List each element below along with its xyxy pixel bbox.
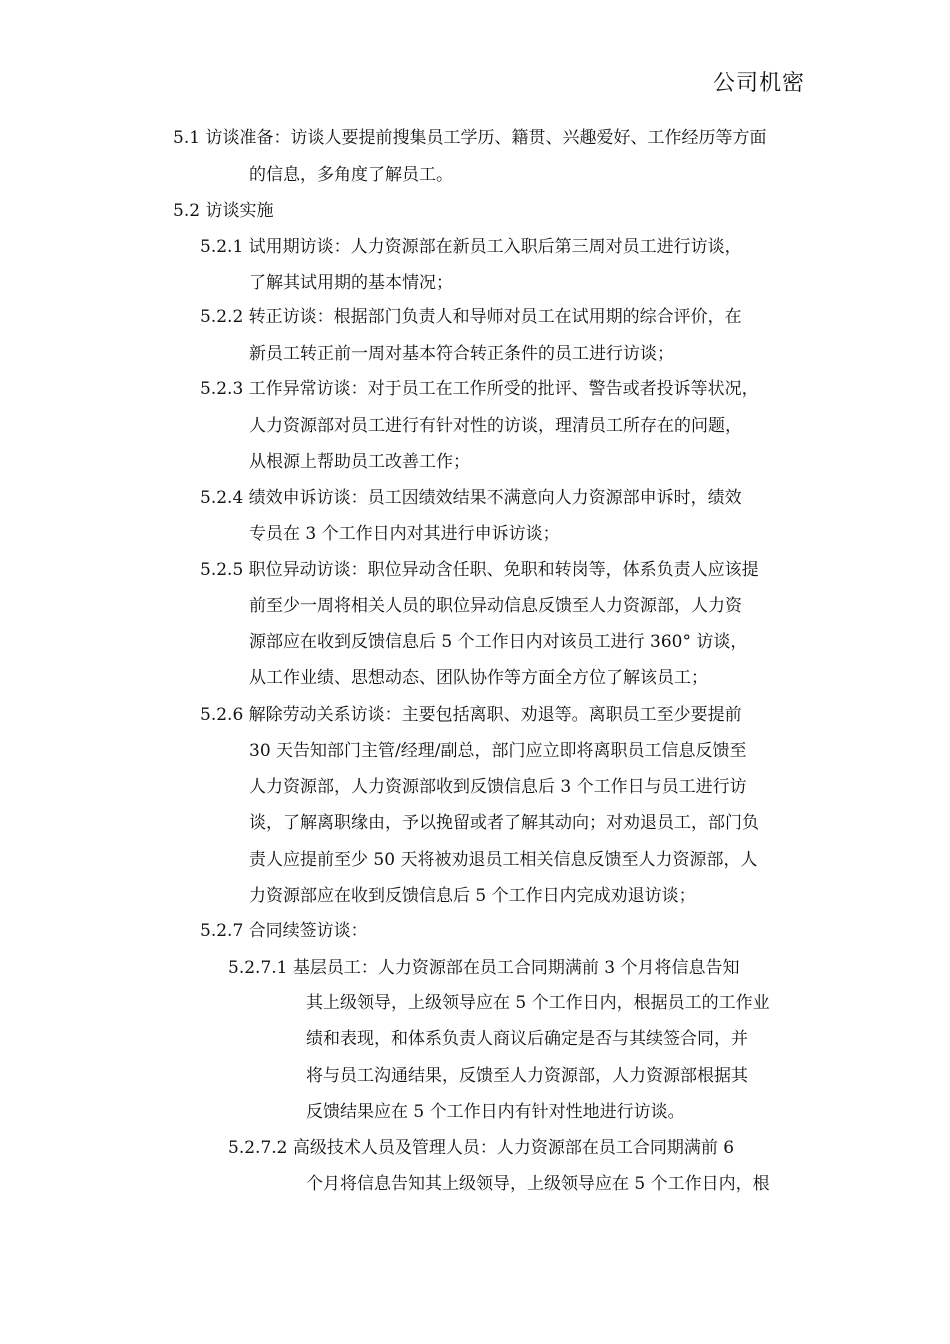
section-5-2-3-line-3: 从根源上帮助员工改善工作；	[249, 452, 470, 472]
section-5-2-7-2-line-1: 5.2.7.2 高级技术人员及管理人员：人力资源部在员工合同期满前 6	[228, 1138, 735, 1158]
section-5-2-7-1-line-5: 反馈结果应在 5 个工作日内有针对性地进行访谈。	[306, 1102, 685, 1122]
section-5-2-heading: 5.2 访谈实施	[173, 201, 274, 221]
section-5-2-1-line-2: 了解其试用期的基本情况；	[249, 273, 453, 293]
section-5-2-5-line-1: 5.2.5 职位异动访谈：职位异动含任职、免职和转岗等，体系负责人应该提	[200, 560, 759, 580]
section-5-2-2-line-2: 新员工转正前一周对基本符合转正条件的员工进行访谈；	[249, 344, 674, 364]
section-5-2-7-2-line-2: 个月将信息告知其上级领导，上级领导应在 5 个工作日内，根	[306, 1174, 770, 1194]
section-5-2-5-line-2: 前至少一周将相关人员的职位异动信息反馈至人力资源部，人力资	[249, 596, 742, 616]
section-5-2-7-1-line-1: 5.2.7.1 基层员工：人力资源部在员工合同期满前 3 个月将信息告知	[228, 958, 740, 978]
section-5-1-line-2: 的信息，多角度了解员工。	[249, 165, 453, 185]
section-5-2-3-line-2: 人力资源部对员工进行有针对性的访谈，理清员工所存在的问题，	[249, 416, 742, 436]
section-5-2-1-line-1: 5.2.1 试用期访谈：人力资源部在新员工入职后第三周对员工进行访谈，	[200, 237, 742, 257]
section-5-2-6-line-4: 谈，了解离职缘由，予以挽留或者了解其动向；对劝退员工，部门负	[249, 813, 759, 833]
section-5-2-7-heading: 5.2.7 合同续签访谈：	[200, 921, 368, 941]
section-5-2-4-line-1: 5.2.4 绩效申诉访谈：员工因绩效结果不满意向人力资源部申诉时，绩效	[200, 488, 742, 508]
section-5-2-6-line-6: 力资源部应在收到反馈信息后 5 个工作日内完成劝退访谈；	[249, 886, 696, 906]
section-5-2-7-1-line-4: 将与员工沟通结果，反馈至人力资源部，人力资源部根据其	[306, 1066, 748, 1086]
section-5-1-line-1: 5.1 访谈准备：访谈人要提前搜集员工学历、籍贯、兴趣爱好、工作经历等方面	[173, 128, 767, 148]
section-5-2-6-line-3: 人力资源部，人力资源部收到反馈信息后 3 个工作日与员工进行访	[249, 777, 747, 797]
section-5-2-7-1-line-2: 其上级领导，上级领导应在 5 个工作日内，根据员工的工作业	[306, 993, 770, 1013]
section-5-2-2-line-1: 5.2.2 转正访谈：根据部门负责人和导师对员工在试用期的综合评价，在	[200, 307, 742, 327]
section-5-2-3-line-1: 5.2.3 工作异常访谈：对于员工在工作所受的批评、警告或者投诉等状况，	[200, 379, 759, 399]
section-5-2-6-line-1: 5.2.6 解除劳动关系访谈：主要包括离职、劝退等。离职员工至少要提前	[200, 705, 742, 725]
section-5-2-6-line-2: 30 天告知部门主管/经理/副总，部门应立即将离职员工信息反馈至	[249, 741, 747, 761]
section-5-2-5-line-4: 从工作业绩、思想动态、团队协作等方面全方位了解该员工；	[249, 668, 708, 688]
section-5-2-5-line-3: 源部应在收到反馈信息后 5 个工作日内对该员工进行 360° 访谈，	[249, 632, 748, 652]
section-5-2-4-line-2: 专员在 3 个工作日内对其进行申诉访谈；	[249, 524, 560, 544]
page-header-confidential: 公司机密	[712, 71, 805, 96]
section-5-2-6-line-5: 责人应提前至少 50 天将被劝退员工相关信息反馈至人力资源部，人	[249, 850, 758, 870]
section-5-2-7-1-line-3: 绩和表现，和体系负责人商议后确定是否与其续签合同，并	[306, 1029, 748, 1049]
